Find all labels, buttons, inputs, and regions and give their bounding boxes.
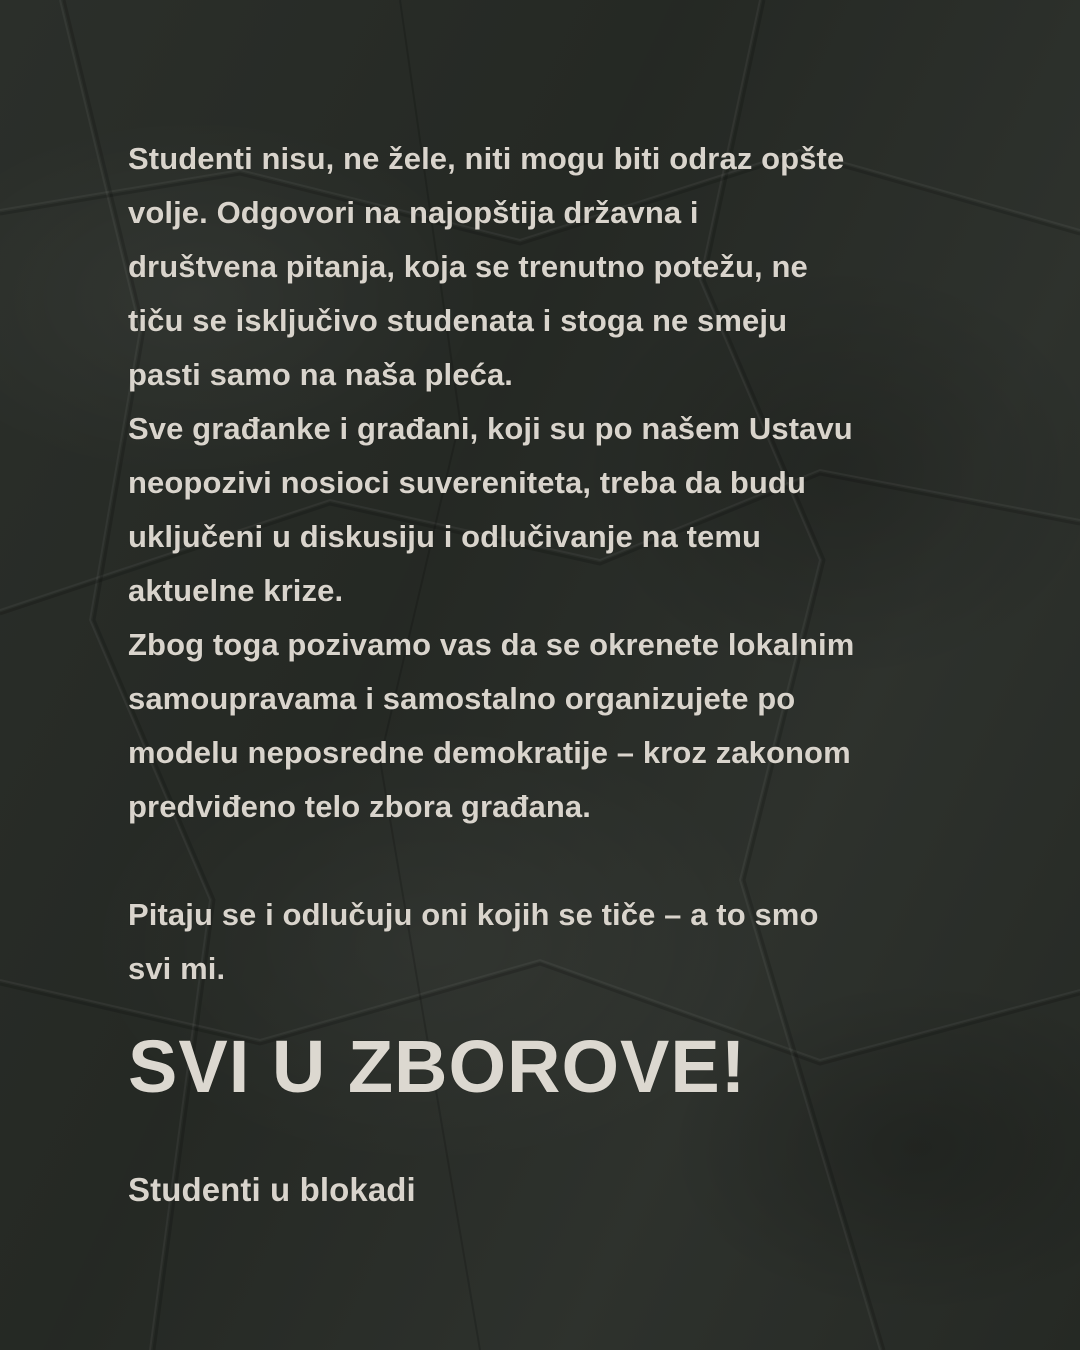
statement-paragraph-1 <box>128 132 1028 834</box>
statement-line: predviđeno telo zbora građana. <box>128 789 591 824</box>
statement-line: aktuelne krize. <box>128 573 344 608</box>
statement-line: volje. Odgovori na najopštija državna i <box>128 195 699 230</box>
statement-paragraph-2 <box>128 888 1028 996</box>
statement-line: Sve građanke i građani, koji su po našem Ustavu <box>128 411 853 446</box>
statement-line: modelu neposredne demokratije – kroz zakonom <box>128 735 851 770</box>
paragraph-spacer <box>128 834 1028 888</box>
statement-line: svi mi. <box>128 951 226 986</box>
slogan-heading: SVI U ZBOROVE! <box>128 1025 747 1108</box>
statement-line: samoupravama i samostalno organizujete po <box>128 681 796 716</box>
statement-line: pasti samo na naša pleća. <box>128 357 514 392</box>
statement-line: Pitaju se i odlučuju oni kojih se tiče – a to smo <box>128 897 819 932</box>
signature: Studenti u blokadi <box>128 1171 416 1208</box>
statement-line: Studenti nisu, ne žele, niti mogu biti odraz opšte <box>128 141 845 176</box>
statement-line: uključeni u diskusiju i odlučivanje na temu <box>128 519 762 554</box>
statement-line: tiču se isključivo studenata i stoga ne smeju <box>128 303 788 338</box>
statement-text <box>128 132 1028 1210</box>
statement-line: neopozivi nosioci suvereniteta, treba da budu <box>128 465 807 500</box>
statement-line: Zbog toga pozivamo vas da se okrenete lokalnim <box>128 627 855 662</box>
statement-line: društvena pitanja, koja se trenutno potežu, ne <box>128 249 808 284</box>
